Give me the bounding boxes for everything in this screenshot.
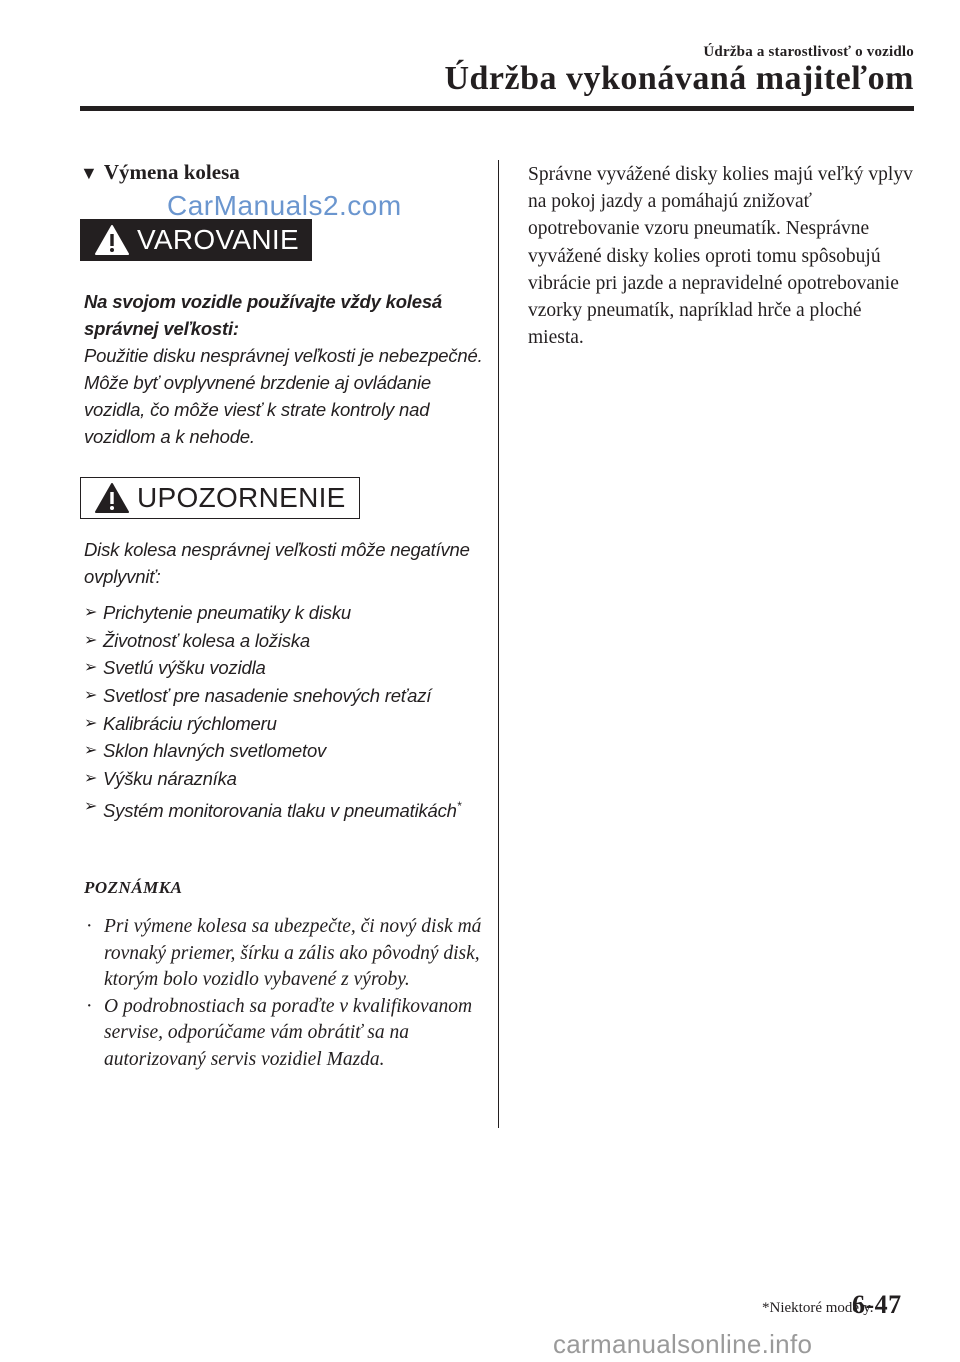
arrow-bullet-icon: ➢ xyxy=(84,687,98,705)
column-divider xyxy=(498,160,499,1128)
page-number: 6-47 xyxy=(852,1290,902,1319)
right-column-paragraph: Správne vyvážené disky kolies majú veľký vplyv na pokoj jazdy a pomáhajú znižovať opotrebovanie vzoru pneumatík. Nesprávne vyvážené disky kolies oproti tomu spôsobujú vibrácie pri jazde a nepravidelné opotrebovanie vzorky pneumatík, napríklad hrče a ploché miesta. xyxy=(528,164,913,349)
warning-body: Použitie disku nesprávnej veľkosti je nebezpečné. Môže byť ovplyvnené brzdenie aj ovládanie vozidla, čo môže viesť k strate kontroly nad vozidlom a k nehode. xyxy=(84,345,483,447)
arrow-bullet-icon: ➢ xyxy=(84,742,98,760)
arrow-bullet-icon: ➢ xyxy=(84,604,98,621)
note-list xyxy=(84,914,484,1074)
list-item: ➢ Kalibráciu rýchlomeru xyxy=(84,710,494,737)
bullet-dot-icon: · xyxy=(86,995,93,1017)
header-section-label: Údržba a starostlivosť o vozidlo xyxy=(703,44,914,60)
list-item: ➢ Prichytenie pneumatiky k disku xyxy=(84,599,494,626)
list-item: ➢ Svetlú výšku vozidla xyxy=(84,654,494,681)
list-item: ➢ Sklon hlavných svetlometov xyxy=(84,737,494,764)
arrow-bullet-icon: ➢ xyxy=(84,659,98,677)
list-item: ➢ Výšku nárazníka xyxy=(84,765,494,792)
list-item: ➢ Životnosť kolesa a ložiska xyxy=(84,627,494,654)
arrow-bullet-icon: ➢ xyxy=(84,714,98,732)
section-title xyxy=(80,160,240,185)
list-item: · Pri výmene kolesa sa ubezpečte, či nový disk má rovnaký priemer, šírku a zális ako pôvodný disk, ktorým bolo vozidlo vybavené z výroby. xyxy=(86,916,482,991)
warning-triangle-icon xyxy=(94,224,130,256)
caution-list xyxy=(84,599,494,825)
note-heading: POZNÁMKA xyxy=(84,878,183,897)
watermark: CarManuals2.com xyxy=(167,190,402,221)
arrow-bullet-icon: ➢ xyxy=(84,631,98,649)
triangle-down-icon: ▼ xyxy=(80,163,98,183)
footnote: *Niektoré modely. xyxy=(762,1300,874,1316)
warning-heading: Na svojom vozidle používajte vždy kolesá správnej veľkosti: xyxy=(84,291,443,339)
caution-label: UPOZORNENIE xyxy=(137,482,346,513)
bullet-dot-icon: · xyxy=(86,916,93,937)
arrow-bullet-icon: ➢ xyxy=(84,770,98,788)
list-item: · O podrobnostiach sa poraďte v kvalifikovanom servise, odporúčame vám obrátiť sa na autorizovaný servis vozidiel Mazda. xyxy=(86,995,473,1070)
header-rule xyxy=(80,106,914,111)
warning-label: VAROVANIE xyxy=(137,224,299,255)
caution-triangle-icon xyxy=(94,482,130,514)
arrow-bullet-icon: ➢ xyxy=(84,797,98,815)
list-item: ➢ Svetlosť pre nasadenie snehových reťazí xyxy=(84,682,494,709)
footnote-asterisk: * xyxy=(456,798,462,813)
page-title: Údržba vykonávaná majiteľom xyxy=(444,60,914,97)
section-title-text: Výmena kolesa xyxy=(103,160,240,184)
caution-intro: Disk kolesa nesprávnej veľkosti môže negatívne ovplyvniť: xyxy=(84,539,470,587)
list-item: ➢ Systém monitorovania tlaku v pneumatikách* xyxy=(84,793,494,824)
site-watermark: carmanualsonline.info xyxy=(553,1329,813,1359)
